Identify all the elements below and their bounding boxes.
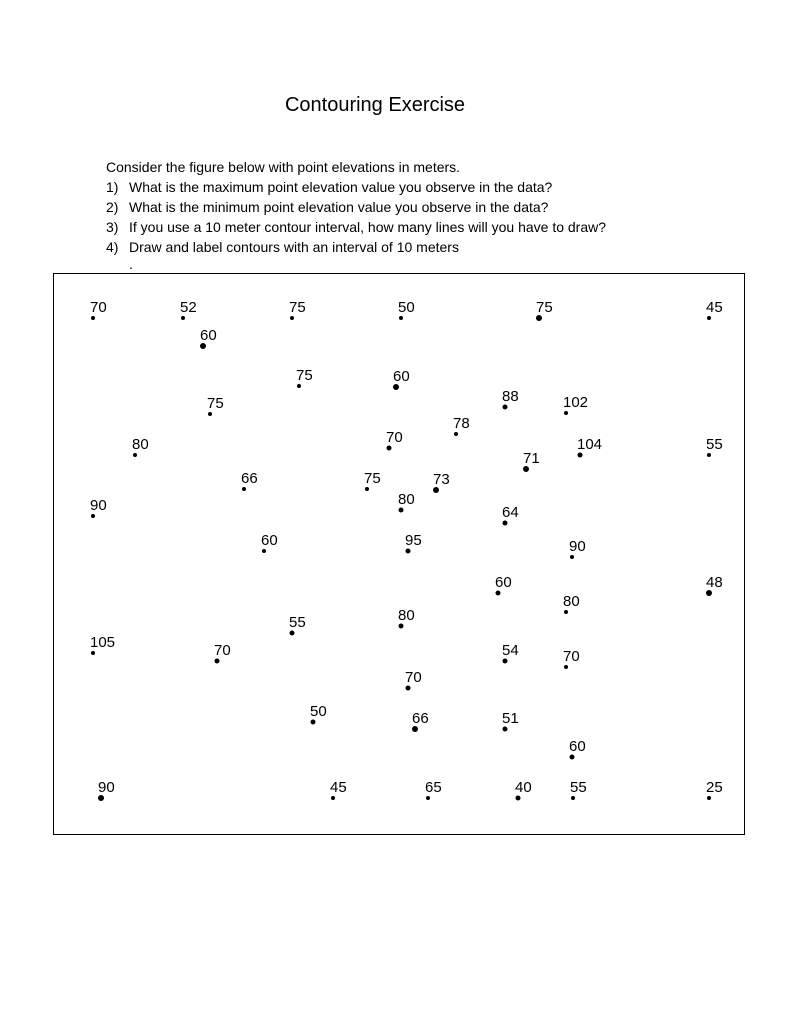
point-marker	[399, 508, 404, 513]
point-marker	[208, 412, 212, 416]
point-marker	[496, 591, 501, 596]
elevation-label: 64	[502, 504, 519, 521]
question-number: 1)	[106, 179, 119, 195]
elevation-point	[405, 532, 422, 554]
elevation-label: 70	[405, 669, 422, 686]
point-marker	[290, 631, 295, 636]
elevation-point	[577, 436, 602, 458]
elevation-point	[502, 504, 519, 526]
elevation-point	[393, 368, 410, 390]
point-marker	[454, 432, 458, 436]
elevation-label: 51	[502, 710, 519, 727]
elevation-label: 88	[502, 388, 519, 405]
point-marker	[91, 316, 95, 320]
question-text: Draw and label contours with an interval of 10 meters	[129, 239, 459, 255]
question-text: What is the minimum point elevation value you observe in the data?	[129, 199, 549, 215]
elevation-point	[563, 648, 580, 669]
elevation-point	[502, 710, 519, 732]
elevation-point	[563, 593, 580, 614]
point-marker	[503, 405, 508, 410]
elevation-label: 75	[289, 299, 306, 316]
elevation-label: 40	[515, 779, 532, 796]
point-marker	[242, 487, 246, 491]
point-marker	[578, 453, 583, 458]
elevation-label: 78	[453, 415, 470, 432]
elevation-label: 70	[90, 299, 107, 316]
elevation-point	[570, 779, 587, 800]
question-number: 2)	[106, 199, 119, 215]
elevation-label: 70	[563, 648, 580, 665]
point-marker	[564, 610, 568, 614]
point-marker	[571, 796, 575, 800]
elevation-label: 75	[207, 395, 224, 412]
point-marker	[133, 453, 137, 457]
point-marker	[91, 514, 95, 518]
elevation-label: 55	[570, 779, 587, 796]
elevation-point	[563, 394, 588, 415]
elevation-point	[98, 779, 115, 801]
elevation-label: 80	[398, 607, 415, 624]
point-marker	[564, 411, 568, 415]
elevation-label: 48	[706, 574, 723, 591]
point-marker	[399, 316, 403, 320]
elevation-point	[398, 299, 415, 320]
elevation-label: 73	[433, 471, 450, 488]
point-marker	[503, 727, 508, 732]
elevation-label: 70	[386, 429, 403, 446]
point-marker	[426, 796, 430, 800]
point-marker	[215, 659, 220, 664]
point-marker	[503, 659, 508, 664]
elevation-label: 65	[425, 779, 442, 796]
elevation-point	[200, 327, 217, 349]
elevation-point	[90, 299, 107, 320]
elevation-point	[398, 607, 415, 629]
elevation-point	[706, 436, 723, 457]
elevation-point	[398, 491, 415, 513]
elevation-label: 55	[706, 436, 723, 453]
elevation-label: 25	[706, 779, 723, 796]
point-marker	[311, 720, 316, 725]
elevation-point	[515, 779, 532, 801]
point-marker	[399, 624, 404, 629]
elevation-label: 90	[98, 779, 115, 796]
elevation-label: 60	[569, 738, 586, 755]
elevation-label: 90	[569, 538, 586, 555]
point-marker	[297, 384, 301, 388]
elevation-point	[296, 367, 313, 388]
elevation-label: 75	[536, 299, 553, 316]
point-marker	[387, 446, 392, 451]
elevation-point	[569, 738, 586, 760]
point-marker	[91, 651, 95, 655]
elevation-label: 50	[398, 299, 415, 316]
elevation-point	[502, 388, 519, 410]
elevation-point	[90, 497, 107, 518]
point-marker	[181, 316, 185, 320]
elevation-label: 55	[289, 614, 306, 631]
elevation-point	[261, 532, 278, 553]
elevation-label: 90	[90, 497, 107, 514]
elevation-point	[207, 395, 224, 416]
point-marker	[503, 521, 508, 526]
elevation-point	[412, 710, 429, 732]
point-marker	[564, 665, 568, 669]
point-marker	[262, 549, 266, 553]
elevation-label: 66	[241, 470, 258, 487]
elevation-point	[241, 470, 258, 491]
question-text: If you use a 10 meter contour interval, how many lines will you have to draw?	[129, 219, 607, 235]
point-marker	[707, 316, 711, 320]
elevation-label: 60	[200, 327, 217, 344]
elevation-label: 60	[261, 532, 278, 549]
point-marker	[570, 755, 575, 760]
intro-text: Consider the figure below with point elevations in meters.	[106, 159, 461, 175]
elevation-point	[706, 779, 723, 800]
elevation-point	[289, 614, 306, 636]
elevation-label: 45	[706, 299, 723, 316]
elevation-point	[132, 436, 149, 457]
elevation-point	[523, 450, 540, 472]
elevation-point	[90, 634, 115, 655]
elevation-point	[330, 779, 347, 800]
elevation-point	[453, 415, 470, 436]
elevation-point	[433, 471, 450, 493]
elevation-label: 71	[523, 450, 540, 467]
page-title: Contouring Exercise	[284, 94, 466, 116]
elevation-label: 104	[577, 436, 603, 453]
elevation-point	[536, 299, 553, 321]
elevation-point	[214, 642, 231, 664]
elevation-label: 75	[364, 470, 381, 487]
elevation-point	[569, 538, 586, 559]
point-marker	[290, 316, 294, 320]
elevation-label: 60	[393, 368, 410, 385]
elevation-label: 102	[563, 394, 589, 411]
elevation-label: 54	[502, 642, 519, 659]
point-marker	[707, 453, 711, 457]
question-text: What is the maximum point elevation value you observe in the data?	[129, 179, 553, 195]
question-number: 4)	[106, 239, 119, 255]
elevation-point	[310, 703, 327, 725]
elevation-point	[425, 779, 442, 800]
elevation-point	[405, 669, 422, 691]
elevation-label: 80	[132, 436, 149, 453]
elevation-label: 95	[405, 532, 422, 549]
elevation-label: 50	[310, 703, 327, 720]
elevation-point	[502, 642, 519, 664]
point-marker	[365, 487, 369, 491]
point-marker	[570, 555, 574, 559]
point-marker	[331, 796, 335, 800]
elevation-point	[386, 429, 403, 451]
trailing-mark: .	[129, 256, 133, 272]
elevation-label: 60	[495, 574, 512, 591]
elevation-label: 105	[90, 634, 116, 651]
elevation-point	[364, 470, 381, 491]
point-marker	[406, 686, 411, 691]
elevation-label: 45	[330, 779, 347, 796]
elevation-label: 80	[563, 593, 580, 610]
elevation-point	[180, 299, 197, 320]
elevation-point	[706, 299, 723, 320]
point-marker	[707, 796, 711, 800]
elevation-point	[289, 299, 306, 320]
elevation-label: 52	[180, 299, 197, 316]
question-number: 3)	[106, 219, 119, 235]
elevation-label: 80	[398, 491, 415, 508]
elevation-point	[706, 574, 723, 596]
elevation-label: 75	[296, 367, 313, 384]
point-marker	[406, 549, 411, 554]
elevation-label: 66	[412, 710, 429, 727]
elevation-point	[495, 574, 512, 596]
elevation-label: 70	[214, 642, 231, 659]
point-marker	[516, 796, 521, 801]
